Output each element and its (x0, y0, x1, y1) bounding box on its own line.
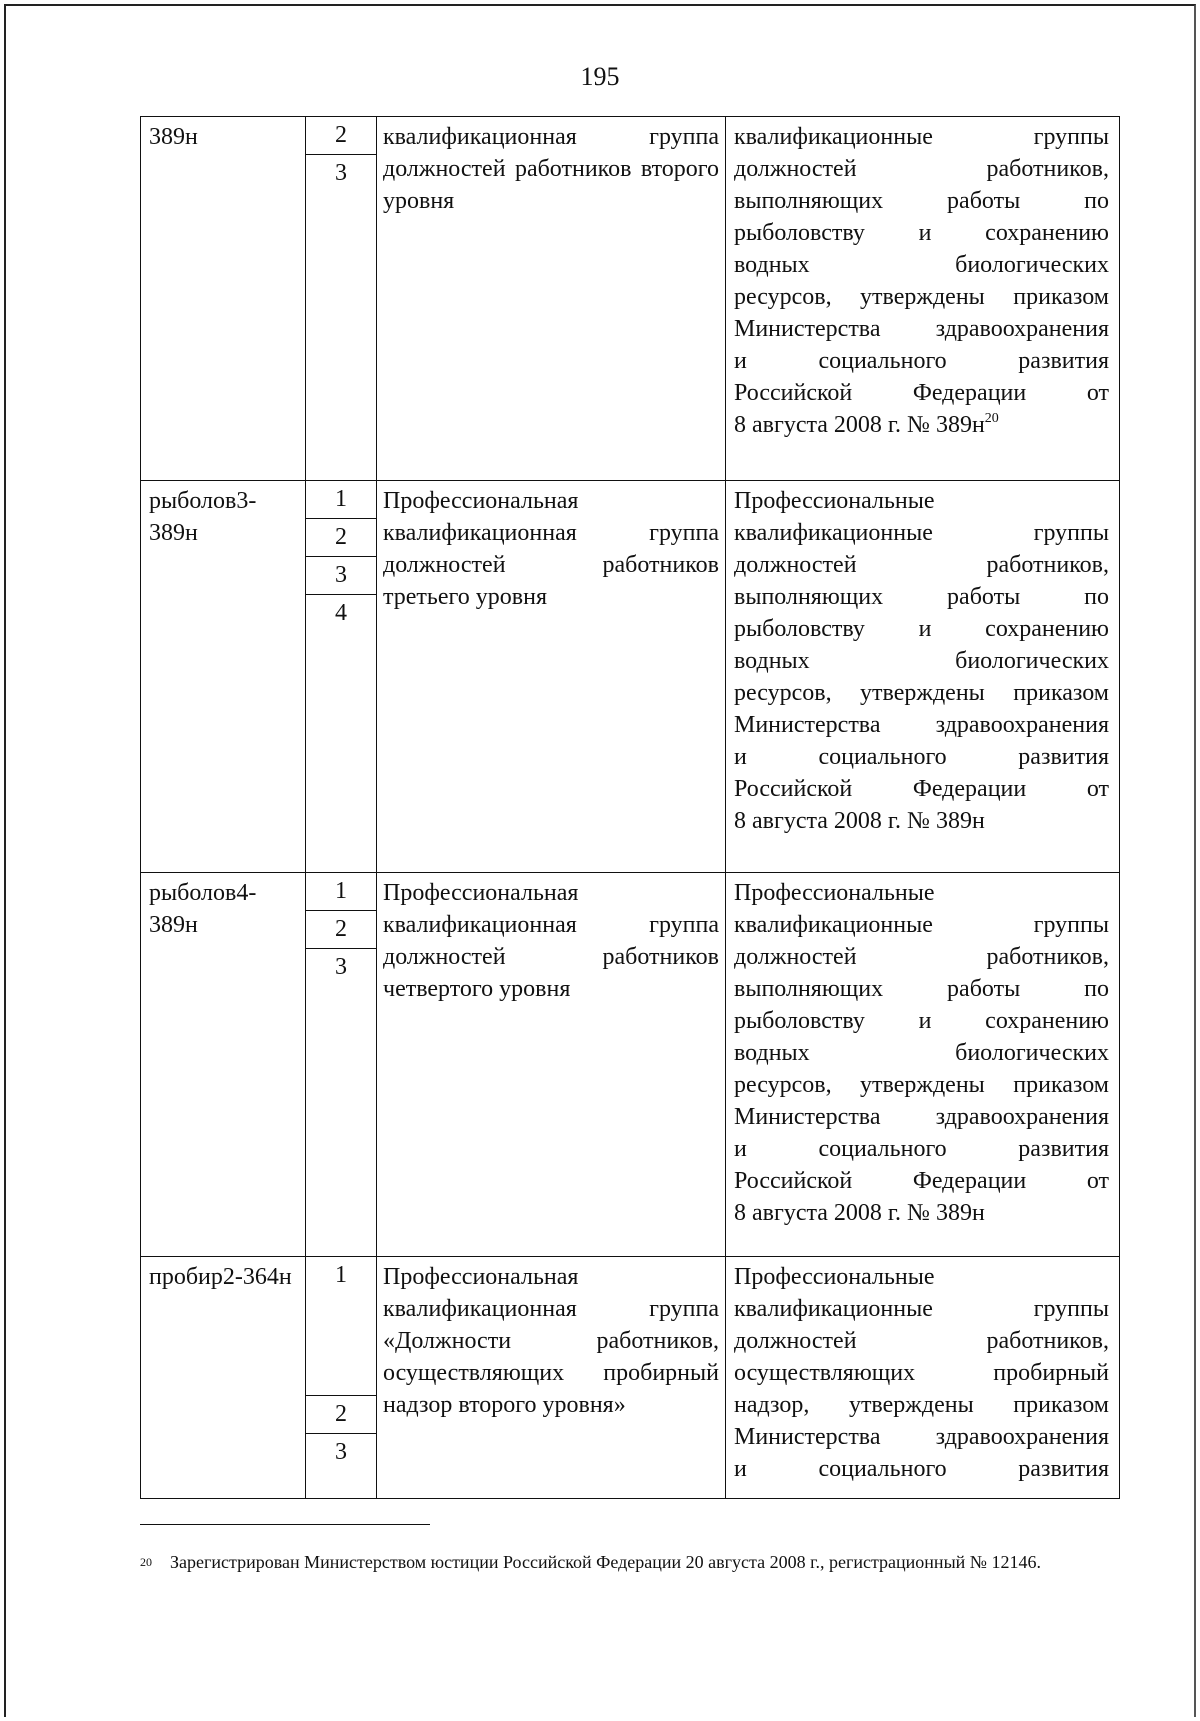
level-number: 2 (306, 117, 376, 155)
document-cell (726, 481, 1120, 873)
doc-line: и социального развития (734, 1136, 1109, 1162)
levels-cell (306, 117, 377, 481)
code-cell: пробир2-364н (141, 1257, 306, 1499)
doc-line: квалификационные группы (734, 124, 1109, 150)
doc-line-first: Профессиональные (734, 1264, 935, 1290)
doc-line: выполняющих работы по (734, 584, 1109, 610)
code-cell (141, 117, 306, 481)
doc-line: надзор, утверждены приказом (734, 1392, 1109, 1418)
group-cell: Профессиональная квалификационная группа «Должности работников, осуществляющих пробирный надзор второго уровня» (377, 1257, 726, 1499)
doc-line: водных биологических (734, 1040, 1109, 1066)
doc-line: Министерства здравоохранения (734, 1424, 1109, 1450)
doc-line-first: Профессиональные (734, 880, 935, 906)
document-cell (726, 873, 1120, 1257)
qualification-table (140, 116, 1120, 1499)
doc-line-last: 8 августа 2008 г. № 389н (734, 808, 985, 834)
code-cell: рыболов4-389н (141, 873, 306, 1257)
level-number: 1 (306, 873, 376, 911)
footnote-ref: 20 (984, 411, 999, 426)
doc-line: должностей работников, (734, 1328, 1109, 1354)
group-cell: Профессиональная квалификационная группа должностей работников третьего уровня (377, 481, 726, 873)
doc-line: Российской Федерации от (734, 380, 1109, 406)
level-number: 4 (335, 600, 347, 626)
levels-cell (306, 481, 377, 873)
doc-line: Российской Федерации от (734, 1168, 1109, 1194)
level-number: 2 (306, 519, 376, 557)
doc-line: рыболовству и сохранению (734, 220, 1109, 246)
footnote (140, 1548, 1130, 1576)
table-row (141, 117, 1120, 481)
footnote-text: Зарегистрирован Министерством юстиции Российской Федерации 20 августа 2008 г., регистрационный № 12146. (170, 1552, 1041, 1572)
footnote-number: 20 (140, 1555, 152, 1569)
doc-line-last: 8 августа 2008 г. № 389н (734, 1200, 985, 1226)
page-number: 195 (580, 62, 620, 91)
doc-line: и социального развития (734, 744, 1109, 770)
doc-line: Российской Федерации от (734, 776, 1109, 802)
doc-line: рыболовству и сохранению (734, 616, 1109, 642)
doc-line: ресурсов, утверждены приказом (734, 1072, 1109, 1098)
doc-line: осуществляющих пробирный (734, 1360, 1109, 1386)
code-cell: рыболов3-389н (141, 481, 306, 873)
doc-line: должностей работников, (734, 944, 1109, 970)
doc-line: Министерства здравоохранения (734, 316, 1109, 342)
levels-cell (306, 873, 377, 1257)
doc-line: рыболовству и сохранению (734, 1008, 1109, 1034)
level-number: 1 (306, 481, 376, 519)
code-text: 389н (149, 124, 198, 150)
doc-line: водных биологических (734, 648, 1109, 674)
group-cell: квалификационная группа должностей работников второго уровня (377, 117, 726, 481)
level-number: 3 (335, 160, 347, 186)
doc-line: должностей работников, (734, 552, 1109, 578)
doc-line-last (734, 409, 1109, 441)
doc-line: квалификационные группы (734, 912, 1109, 938)
doc-line: выполняющих работы по (734, 188, 1109, 214)
doc-last-text: 8 августа 2008 г. № 389н (734, 412, 985, 438)
level-number: 2 (306, 911, 376, 949)
doc-line: Министерства здравоохранения (734, 1104, 1109, 1130)
table-row (141, 873, 1120, 1257)
doc-line: ресурсов, утверждены приказом (734, 680, 1109, 706)
level-number: 1 (306, 1257, 376, 1396)
doc-line-first: Профессиональные (734, 488, 935, 514)
level-number: 2 (306, 1396, 376, 1434)
levels-cell (306, 1257, 377, 1499)
document-cell (726, 117, 1120, 481)
doc-line: должностей работников, (734, 156, 1109, 182)
doc-line: ресурсов, утверждены приказом (734, 284, 1109, 310)
document-cell (726, 1257, 1120, 1499)
level-number: 3 (335, 954, 347, 980)
doc-line: Министерства здравоохранения (734, 712, 1109, 738)
doc-line: квалификационные группы (734, 1296, 1109, 1322)
table-row (141, 481, 1120, 873)
table-row (141, 1257, 1120, 1499)
doc-line: и социального развития (734, 348, 1109, 374)
doc-line: квалификационные группы (734, 520, 1109, 546)
level-number: 3 (335, 1439, 347, 1465)
footnote-separator (140, 1524, 430, 1525)
doc-line: водных биологических (734, 252, 1109, 278)
doc-line: и социального развития (734, 1456, 1109, 1482)
doc-line: выполняющих работы по (734, 976, 1109, 1002)
group-cell: Профессиональная квалификационная группа должностей работников четвертого уровня (377, 873, 726, 1257)
level-number: 3 (306, 557, 376, 595)
